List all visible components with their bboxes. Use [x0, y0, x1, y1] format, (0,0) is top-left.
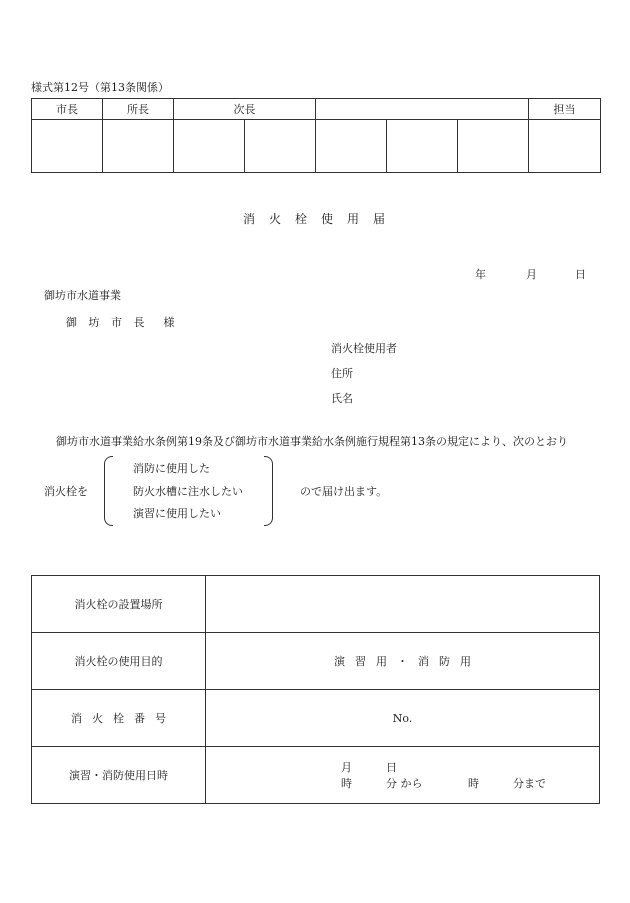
- purpose-option-firefighting[interactable]: 消防に使用した: [133, 462, 210, 475]
- purpose-field[interactable]: 演 習 用 ・ 消 防 用: [206, 633, 600, 690]
- stamp-box-mayor[interactable]: [32, 120, 103, 173]
- stamp-box-deputy-2[interactable]: [245, 120, 316, 173]
- body-text: 御坊市水道事業給水条例第19条及び御坊市水道事業給水条例施行規程第13条の規定により、次のとおり: [56, 435, 568, 448]
- date-line: [475, 269, 586, 280]
- location-field[interactable]: [206, 576, 600, 633]
- datetime-label: 演習・消防使用日時: [32, 747, 206, 804]
- dt-minute-from: 分 から: [386, 777, 423, 790]
- form-number: 様式第12号（第13条関係）: [31, 81, 169, 94]
- purpose-label: 消火栓の使用目的: [32, 633, 206, 690]
- datetime-field[interactable]: [206, 747, 600, 804]
- name-label: 氏名: [331, 392, 353, 405]
- stamp-header-blank: [316, 99, 529, 120]
- dt-day: 日: [386, 761, 397, 774]
- approval-stamp-table: [31, 98, 601, 173]
- hydrant-prefix: 消火栓を: [44, 485, 88, 498]
- hydrant-number-prefix: No.: [392, 711, 413, 725]
- dt-month: 月: [341, 761, 352, 774]
- stamp-header-deputy: 次長: [174, 99, 316, 120]
- dt-minute-until: 分まで: [513, 777, 546, 790]
- stamp-box-6[interactable]: [387, 120, 458, 173]
- addressee: 御 坊 市 長 様: [66, 316, 179, 329]
- stamp-box-7[interactable]: [458, 120, 529, 173]
- left-bracket: [104, 456, 113, 526]
- purpose-option-drill[interactable]: 演習に使用したい: [133, 507, 221, 520]
- hydrant-number-field[interactable]: [206, 690, 600, 747]
- date-day-label: 日: [575, 268, 586, 281]
- dt-hour: 時: [341, 777, 352, 790]
- page-title: 消 火 栓 使 用 届: [242, 212, 388, 226]
- hydrant-number-label: 消 火 栓 番 号: [32, 690, 206, 747]
- stamp-box-deputy-1[interactable]: [174, 120, 245, 173]
- purpose-option-water-tank[interactable]: 防火水槽に注水したい: [133, 485, 243, 498]
- date-month-label: 月: [526, 268, 537, 281]
- stamp-box-in-charge[interactable]: [529, 120, 601, 173]
- applicant-label: 消火栓使用者: [331, 342, 397, 355]
- right-bracket: [264, 456, 273, 526]
- location-label: 消火栓の設置場所: [32, 576, 206, 633]
- addressee-org: 御坊市水道事業: [44, 289, 121, 302]
- date-year-label: 年: [475, 268, 486, 281]
- stamp-header-director: 所長: [103, 99, 174, 120]
- stamp-box-5[interactable]: [316, 120, 387, 173]
- suffix-text: ので届け出ます。: [300, 485, 388, 498]
- stamp-header-in-charge: 担当: [529, 99, 601, 120]
- stamp-box-director[interactable]: [103, 120, 174, 173]
- hydrant-info-table: [31, 575, 600, 804]
- dt-hour-2: 時: [468, 777, 479, 790]
- stamp-header-mayor: 市長: [32, 99, 103, 120]
- address-label: 住所: [331, 367, 353, 380]
